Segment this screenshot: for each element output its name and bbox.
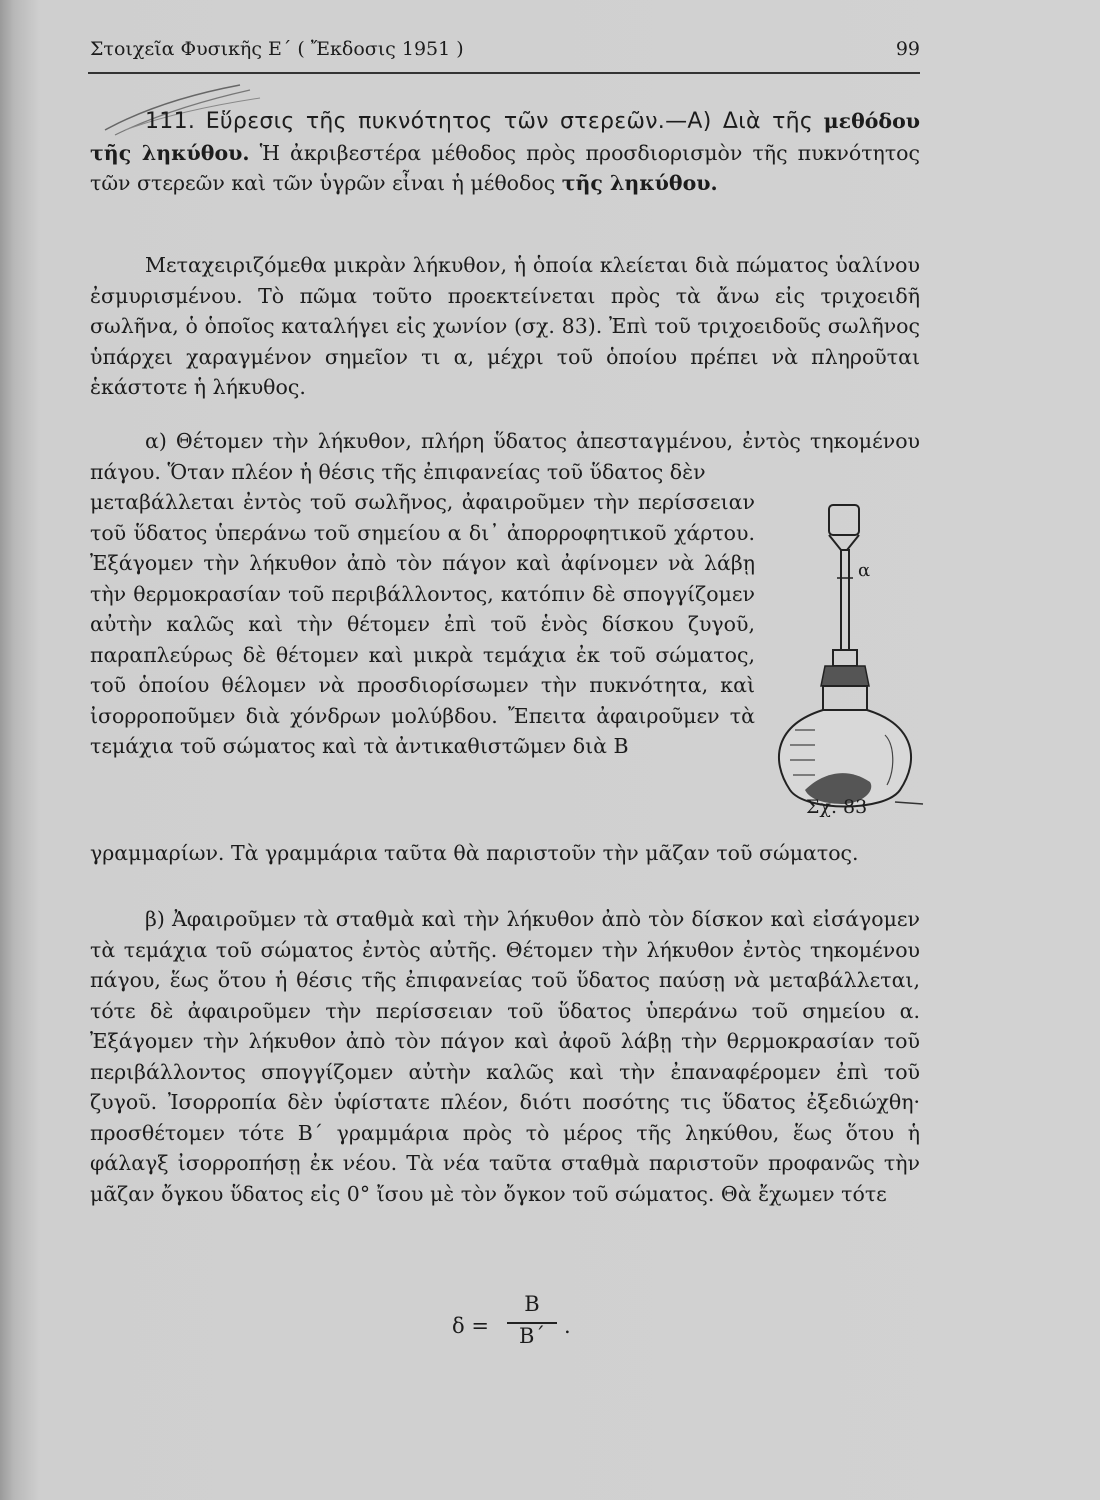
section-title: Εὕρεσις τῆς πυκνότητος τῶν στερεῶν.—Α) Διὰ τῆς	[205, 109, 814, 134]
figure-caption: Σχ. 83	[806, 796, 868, 818]
section-intro-text: Ἡ ἀκριβεστέρα μέθοδος πρὸς προσδιορισμὸν τῆς πυκνότητος τῶν στερεῶν καὶ τῶν ὑγρῶν εἶναι ἡ μέθοδος	[90, 140, 920, 195]
page-number: 99	[895, 38, 920, 60]
formula-denominator: Β΄	[519, 1324, 545, 1348]
paragraph-3	[90, 904, 920, 1209]
paragraph-2-narrow-text: μεταβάλλεται ἐντὸς τοῦ σωλῆνος, ἀφαιροῦμεν τὴν περίσσειαν τοῦ ὕδατος ὑπεράνω τοῦ σημείου α δι᾽ ἀπορροφητικοῦ χάρτου. Ἐξάγομεν τὴν λήκυθον ἀπὸ τὸν πάγον καὶ ἀφίνομεν νὰ λάβῃ τὴν θερμοκρασίαν τοῦ περιβάλλοντος, κατόπιν δὲ σπογγίζομεν αὐτὴν καλῶς καὶ τὴν θέτομεν ἐπὶ τοῦ ἑνὸς δίσκου ζυγοῦ, παραπλεύρως δὲ θέτομεν καὶ μικρὰ τεμάχια ἐκ τοῦ σώματος, τοῦ ὁποίου θέλομεν νὰ προσδιορίσωμεν τὴν πυκνότητα, καὶ ἰσορροποῦμεν διὰ χόνδρων μολύβδου. Ἔπειτα ἀφαιροῦμεν τὰ τεμάχια τοῦ σώματος καὶ τὰ ἀντικαθιστῶμεν διὰ Β	[90, 490, 755, 758]
paragraph-1-text: Μεταχειριζόμεθα μικρὰν λήκυθον, ἡ ὁποία κλείεται διὰ πώματος ὑαλίνου ἐσμυρισμένου. Τὸ πῶμα τοῦτο προεκτείνεται πρὸς τὰ ἄνω εἰς τριχοειδῆ σωλῆνα, ὁ ὁποῖος καταλήγει εἰς χωνίον (σχ. 83). Ἐπὶ τοῦ τριχοειδοῦς σωλῆνος ὑπάρχει χαραγμένον σημεῖον τι α, μέχρι τοῦ ὁποίου πρέπει νὰ πληροῦται ἑκάστοτε ἡ λήκυθος.	[90, 253, 920, 399]
page-header	[90, 38, 920, 68]
density-formula	[452, 1292, 572, 1362]
paragraph-2-tail-text: γραμμαρίων. Τὰ γραμμάρια ταῦτα θὰ παριστοῦν τὴν μᾶζαν τοῦ σώματος.	[90, 841, 859, 865]
section-intro-end: τῆς ληκύθου.	[561, 171, 718, 195]
section-number: 111.	[145, 109, 196, 134]
running-title: Στοιχεῖα Φυσικῆς Ε΄ ( Ἔκδοσις 1951 )	[90, 38, 464, 60]
figure-label-a: α	[858, 560, 871, 581]
paragraph-3-text: β) Ἀφαιροῦμεν τὰ σταθμὰ καὶ τὴν λήκυθον ἀπὸ τὸν δίσκον καὶ εἰσάγομεν τὰ τεμάχια τοῦ σώματος ἐντὸς αὐτῆς. Θέτομεν τὴν λήκυθον ἐντὸς τηκομένου πάγου, ἕως ὅτου ἡ θέσις τῆς ἐπιφανείας τοῦ ὕδατος παύσῃ νὰ μεταβάλλεται, τότε δὲ ἀφαιροῦμεν τὴν περίσσειαν τοῦ ὕδατος ὑπεράνω τοῦ σημείου α. Ἐξάγομεν τὴν λήκυθον ἀπὸ τὸν πάγον καὶ ἀφοῦ λάβῃ τὴν θερμοκρασίαν τοῦ περιβάλλοντος σπογγίζομεν αὐτὴν καλῶς καὶ τὴν ἐπαναφέρομεν ἐπὶ τοῦ ζυγοῦ. Ἰσορροπία δὲν ὑφίστατε πλέον, διότι ποσότης τις ὕδατος ἐξεδιώχθη· προσθέτομεν τότε Β΄ γραμμάρια πρὸς τὸ μέρος τῆς ληκύθου, ἕως ὅτου ἡ φάλαγξ ἰσορροπήσῃ ἐκ νέου. Τὰ νέα ταῦτα σταθμὰ παριστοῦν προφανῶς τὴν μᾶζαν ὄγκου ὕδατος εἰς 0° ἴσου μὲ τὸν ὄγκον τοῦ σώματος. Θὰ ἔχωμεν τότε	[90, 907, 920, 1206]
formula-suffix: .	[564, 1314, 571, 1338]
formula-fraction	[502, 1292, 562, 1354]
paragraph-2-narrow	[90, 487, 755, 762]
header-rule	[88, 72, 920, 74]
section-subtitle: μεθόδου τῆς ληκύθου.	[90, 109, 920, 165]
formula-numerator: Β	[524, 1292, 540, 1316]
paragraph-2-start	[90, 426, 920, 487]
paragraph-2-tail	[90, 838, 920, 869]
paragraph-1	[90, 250, 920, 403]
pycnometer-figure	[765, 490, 925, 820]
formula-lhs: δ =	[452, 1314, 489, 1338]
paragraph-2-full-text: α) Θέτομεν τὴν λήκυθον, πλήρη ὕδατος ἀπεσταγμένου, ἐντὸς τηκομένου πάγου. Ὅταν πλέον ἡ θέσις τῆς ἐπιφανείας τοῦ ὕδατος δὲν	[90, 429, 920, 484]
section-intro	[90, 106, 920, 199]
